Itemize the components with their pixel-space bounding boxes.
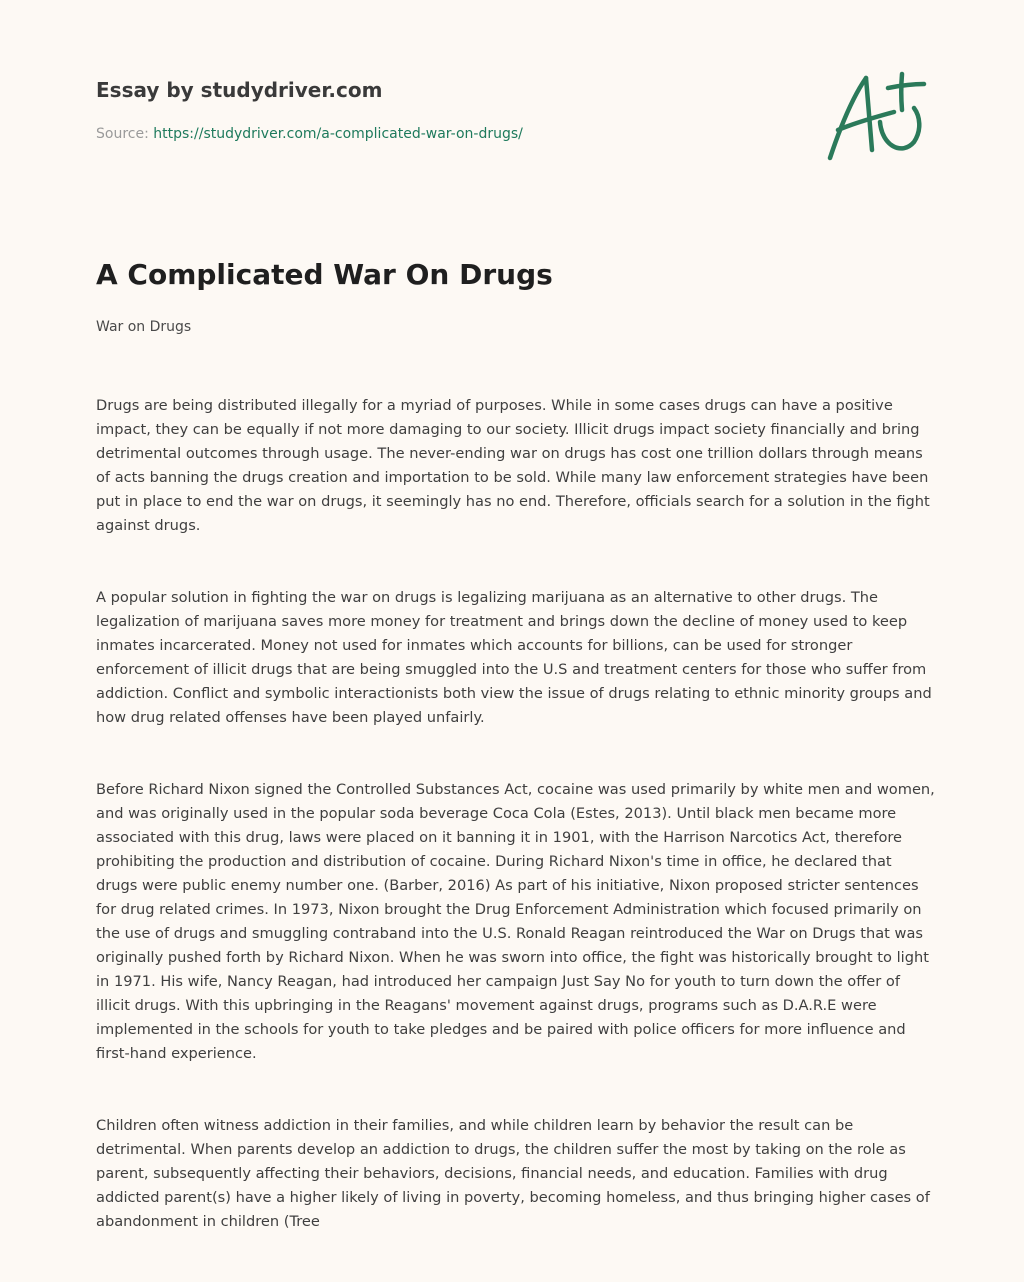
- source-label: Source:: [96, 126, 149, 142]
- source-line: [96, 124, 523, 144]
- essay-body: [96, 394, 936, 1282]
- essay-subtitle: War on Drugs: [96, 319, 192, 335]
- page-header: [96, 76, 523, 144]
- site-title: Essay by studydriver.com: [96, 78, 383, 102]
- paragraph: A popular solution in fighting the war on drugs is legalizing marijuana as an alternative to other drugs. The legalization of marijuana saves more money for treatment and brings down the decline of money used to keep inmates incarcerated. Money not used for inmates which accounts for billions, can be used for stronger enforcement of illicit drugs that are being smuggled into the U.S and treatment centers for those who suffer from addiction. Conflict and symbolic interactionists both view the issue of drugs relating to ethnic minority groups and how drug related offenses have been played unfairly.: [96, 589, 932, 726]
- paragraph: Drugs are being distributed illegally for a myriad of purposes. While in some cases drugs can have a positive impact, they can be equally if not more damaging to our society. Illicit drugs impact society financially and bring detrimental outcomes through usage. The never-ending war on drugs has cost one trillion dollars through means of acts banning the drugs creation and importation to be sold. While many law enforcement strategies have been put in place to end the war on drugs, it seemingly has no end. Therefore, officials search for a solution in the fight against drugs.: [96, 397, 930, 534]
- paragraph: Children often witness addiction in their families, and while children learn by behavior the result can be detrimental. When parents develop an addiction to drugs, the children suffer the most by taking on the role as parent, subsequently affecting their behaviors, decisions, financial needs, and education. Families with drug addicted parent(s) have a higher likely of living in poverty, becoming homeless, and thus bringing higher cases of abandonment in children (Tree: [96, 1117, 930, 1230]
- essay-title: A Complicated War On Drugs: [96, 258, 553, 291]
- paragraph: Before Richard Nixon signed the Controlled Substances Act, cocaine was used primarily by white men and women, and was originally used in the popular soda beverage Coca Cola (Estes, 2013). Until black men became more associated with this drug, laws were placed on it banning it in 1901, with the Harrison Narcotics Act, therefore prohibiting the production and distribution of cocaine. During Richard Nixon's time in office, he declared that drugs were public enemy number one. (Barber, 2016) As part of his initiative, Nixon proposed stricter sentences for drug related crimes. In 1973, Nixon brought the Drug Enforcement Administration which focused primarily on the use of drugs and smuggling contraband into the U.S. Ronald Reagan reintroduced the War on Drugs that was originally pushed forth by Richard Nixon. When he was sworn into office, the fight was historically brought to light in 1971. His wife, Nancy Reagan, had introduced her campaign Just Say No for youth to turn down the offer of illicit drugs. With this upbringing in the Reagans' movement against drugs, programs such as D.A.R.E were implemented in the schools for youth to take pledges and be paired with police officers for more influence and first-hand experience.: [96, 781, 935, 1062]
- a-plus-logo-icon: [822, 68, 928, 164]
- source-link[interactable]: https://studydriver.com/a-complicated-war-on-drugs/: [153, 126, 523, 142]
